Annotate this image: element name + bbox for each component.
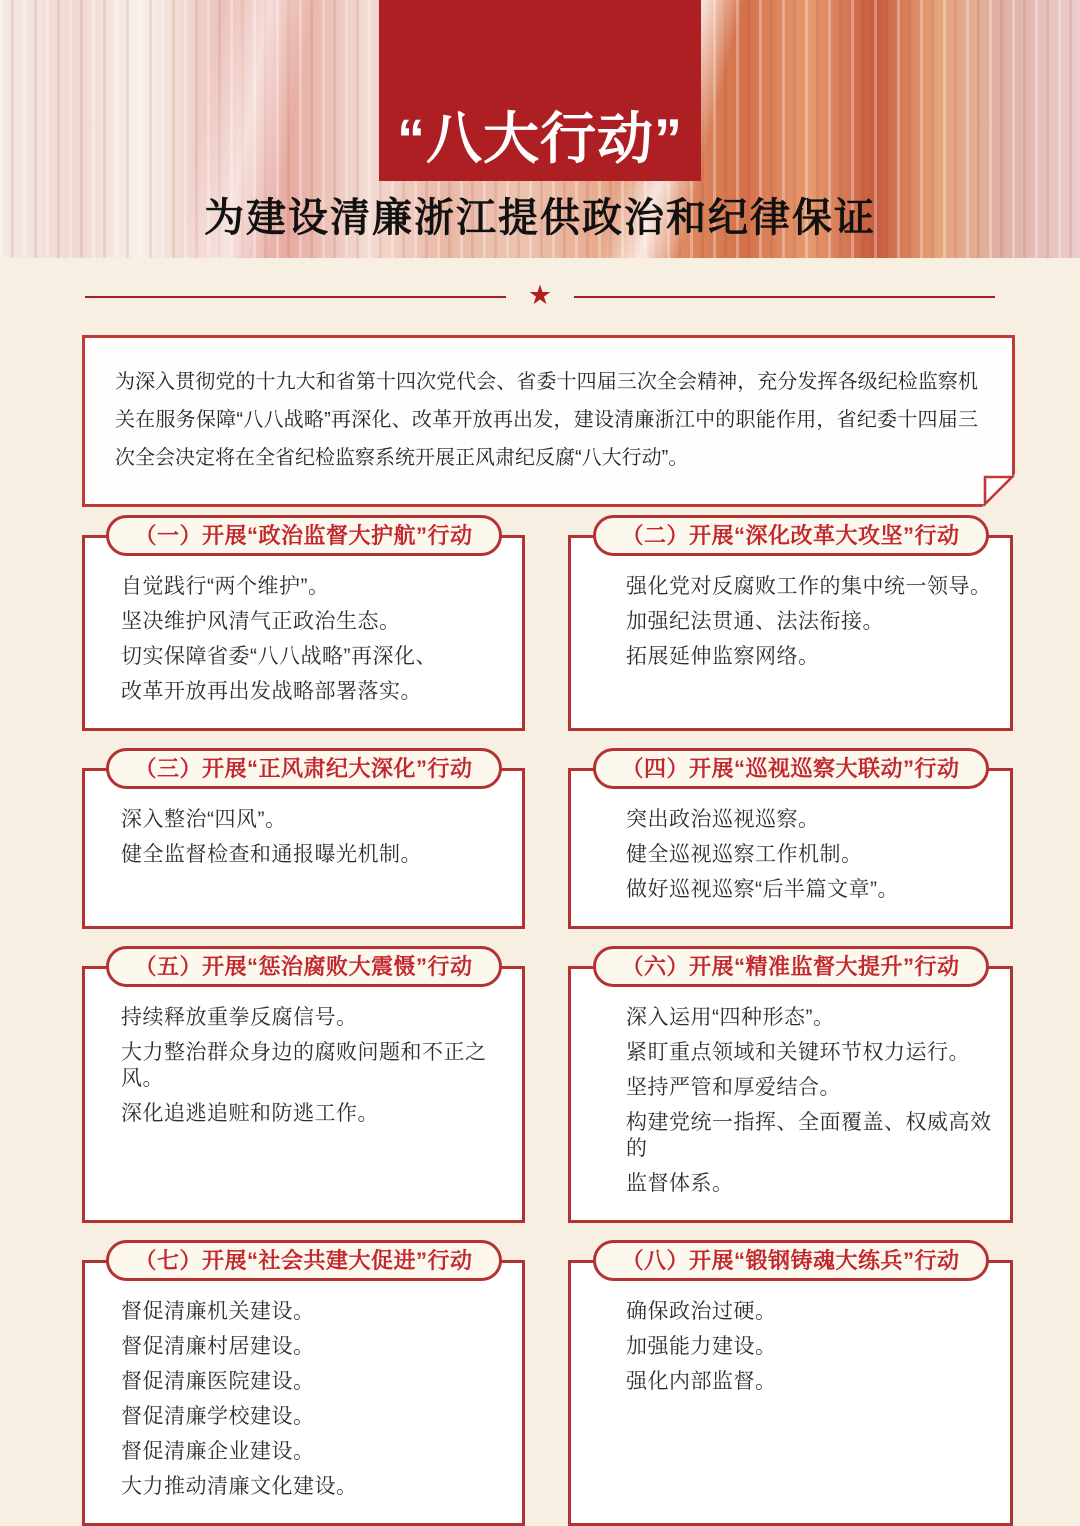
- action-item-line: 深入整治“四风”。: [121, 808, 287, 831]
- action-title-8: （八）开展“锻钢铸魂大练兵”行动: [621, 1247, 960, 1273]
- action-card-6: [568, 946, 1013, 1223]
- star-icon: ★: [527, 279, 553, 310]
- divider-line-right: [574, 296, 995, 299]
- action-item-line: 督促清廉学校建设。: [121, 1405, 315, 1428]
- action-item-line: 确保政治过硬。: [626, 1300, 777, 1323]
- action-title-1: （一）开展“政治监督大护航”行动: [134, 522, 473, 548]
- hero-title-box: [379, 0, 701, 181]
- action-item-line: 加强纪法贯通、法法衔接。: [626, 610, 884, 633]
- hero-banner: [0, 0, 1080, 258]
- divider-line-left: [85, 296, 506, 299]
- action-body-8: [568, 1260, 1013, 1526]
- action-body-2: [568, 535, 1013, 731]
- action-pill-1: [105, 515, 501, 556]
- action-item-line: 自觉践行“两个维护”。: [121, 575, 330, 598]
- action-title-7: （七）开展“社会共建大促进”行动: [134, 1247, 473, 1273]
- action-item-line: 改革开放再出发战略部署落实。: [121, 680, 422, 703]
- page-title: “八大行动”: [397, 107, 683, 170]
- action-pill-5: [105, 946, 501, 987]
- action-title-6: （六）开展“精准监督大提升”行动: [621, 953, 960, 979]
- action-item-line: 健全巡视巡察工作机制。: [626, 843, 863, 866]
- action-card-1: [82, 515, 525, 731]
- action-card-2: [568, 515, 1013, 731]
- action-item-line: 大力推动清廉文化建设。: [121, 1475, 358, 1498]
- action-item-line: 督促清廉机关建设。: [121, 1300, 315, 1323]
- action-item-line: 加强能力建设。: [626, 1335, 777, 1358]
- action-item-line: 深入运用“四种形态”。: [626, 1006, 835, 1029]
- action-item-line: 强化内部监督。: [626, 1370, 777, 1393]
- action-card-3: [82, 748, 525, 929]
- action-item-line: 做好巡视巡察“后半篇文章”。: [626, 878, 899, 901]
- action-item-line: 深化追逃追赃和防逃工作。: [121, 1102, 379, 1125]
- action-item-line: 坚持严管和厚爱结合。: [626, 1076, 841, 1099]
- action-item-line: 督促清廉村居建设。: [121, 1335, 315, 1358]
- action-item-line: 切实保障省委“八八战略”再深化、: [121, 645, 437, 668]
- action-pill-8: [592, 1240, 988, 1281]
- action-title-3: （三）开展“正风肃纪大深化”行动: [134, 755, 473, 781]
- star-divider: [85, 279, 995, 310]
- action-body-1: [82, 535, 525, 731]
- action-card-7: [82, 1240, 525, 1526]
- action-item-line: 督促清廉医院建设。: [121, 1370, 315, 1393]
- intro-text: 为深入贯彻党的十九大和省第十四次党代会、省委十四届三次全会精神，充分发挥各级纪检监察机关在服务保障“八八战略”再深化、改革开放再出发，建设清廉浙江中的职能作用，省纪委十四届三次全会决定将在全省纪检监察系统开展正风肃纪反腐“八大行动”。: [115, 371, 978, 469]
- actions-grid: [0, 507, 1080, 1526]
- action-card-8: [568, 1240, 1013, 1526]
- action-card-4: [568, 748, 1013, 929]
- action-pill-4: [592, 748, 988, 789]
- action-item-line: 督促清廉企业建设。: [121, 1440, 315, 1463]
- action-pill-6: [592, 946, 988, 987]
- action-title-2: （二）开展“深化改革大攻坚”行动: [621, 522, 960, 548]
- action-item-line: 构建党统一指挥、全面覆盖、权威高效的: [626, 1111, 992, 1160]
- page-subtitle: 为建设清廉浙江提供政治和纪律保证: [204, 196, 876, 240]
- action-item-line: 大力整治群众身边的腐败问题和不正之风。: [121, 1041, 487, 1090]
- folded-corner-icon: [969, 461, 1015, 507]
- action-item-line: 强化党对反腐败工作的集中统一领导。: [626, 575, 992, 598]
- action-item-line: 健全监督检查和通报曝光机制。: [121, 843, 422, 866]
- intro-box: [82, 335, 1015, 507]
- action-title-5: （五）开展“惩治腐败大震慑”行动: [134, 953, 473, 979]
- action-item-line: 坚决维护风清气正政治生态。: [121, 610, 401, 633]
- action-body-5: [82, 966, 525, 1223]
- action-item-line: 突出政治巡视巡察。: [626, 808, 820, 831]
- action-card-5: [82, 946, 525, 1223]
- action-body-6: [568, 966, 1013, 1223]
- action-pill-3: [105, 748, 501, 789]
- action-pill-2: [592, 515, 988, 556]
- action-pill-7: [105, 1240, 501, 1281]
- action-item-line: 紧盯重点领域和关键环节权力运行。: [626, 1041, 970, 1064]
- action-item-line: 持续释放重拳反腐信号。: [121, 1006, 358, 1029]
- action-item-line: 监督体系。: [626, 1172, 734, 1195]
- action-item-line: 拓展延伸监察网络。: [626, 645, 820, 668]
- action-body-3: [82, 768, 525, 929]
- action-title-4: （四）开展“巡视巡察大联动”行动: [621, 755, 960, 781]
- action-body-7: [82, 1260, 525, 1526]
- action-body-4: [568, 768, 1013, 929]
